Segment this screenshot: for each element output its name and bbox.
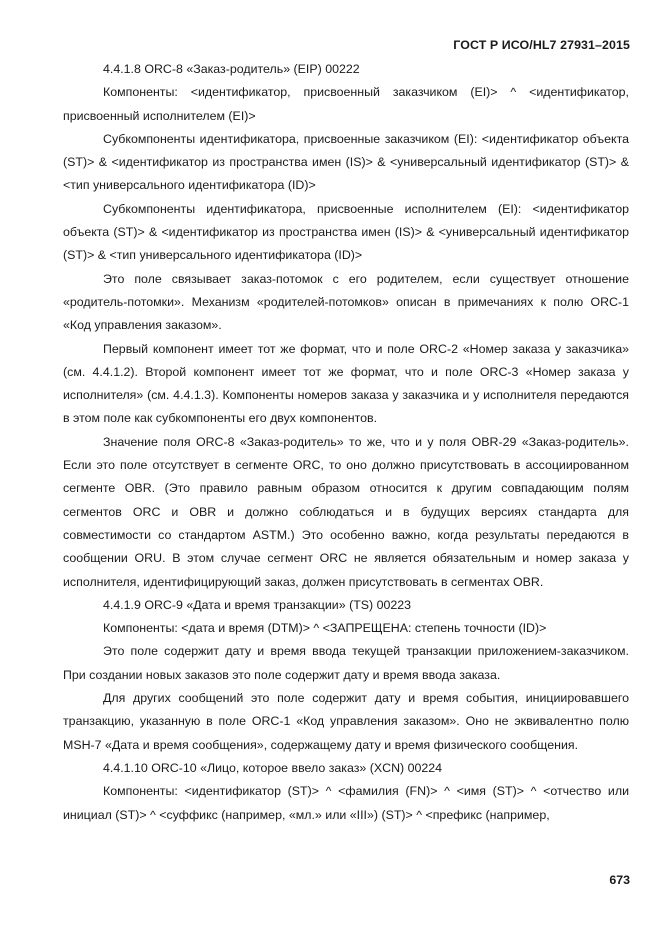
paragraph: Это поле содержит дату и время ввода текущей транзакции приложением-заказчиком. При создании новых заказов это поле содержит дату и время ввода заказа. — [63, 644, 629, 682]
paragraph: Субкомпоненты идентификатора, присвоенные заказчиком (EI): <идентификатор объекта (ST)> & <идентификатор из пространства имен (IS)> & <универсальный идентификатор (ST)> & <тип универсального идентификатора (ID)> — [63, 131, 629, 193]
section-heading: 4.4.1.10 ORC-10 «Лицо, которое ввело заказ» (XCN) 00224 — [103, 760, 443, 775]
paragraph: Компоненты: <идентификатор, присвоенный заказчиком (EI)> ^ <идентификатор, присвоенный исполнителем (EI)> — [63, 85, 629, 123]
page-number: 673 — [609, 873, 630, 887]
paragraph: Первый компонент имеет тот же формат, что и поле ORC-2 «Номер заказа у заказчика» (см. 4.4.1.2). Второй компонент имеет тот же формат, что и поле ORC-3 «Номер заказа у исполнителя» (см. 4.4.1.3). Компоненты номеров заказа у заказчика и у исполнителя передаются в этом поле как субкомпоненты его двух компонентов. — [63, 341, 629, 426]
paragraph: Значение поля ORC-8 «Заказ-родитель» то же, что и у поля OBR-29 «Заказ-родитель». Если это поле отсутствует в сегменте ORC, то оно должно присутствовать в ассоциированном сегменте OBR. (Это правило равным образом относится к другим совпадающим полям сегментов ORC и OBR и должно соблюдаться и в будущих версиях стандарта для совместимости со стандартом ASTM.) Это особенно важно, когда результаты передаются в сообщении ORU. В этом случае сегмент ORC не является обязательным и номер заказа у исполнителя, идентифицирующий заказ, должен присутствовать в сегментах OBR. — [63, 434, 629, 589]
section-heading: 4.4.1.9 ORC-9 «Дата и время транзакции» (TS) 00223 — [103, 597, 412, 612]
paragraph: Это поле связывает заказ-потомок с его родителем, если существует отношение «родитель-потомки». Механизм «родителей-потомков» описан в примечаниях к полю ORC-1 «Код управления заказом». — [63, 271, 629, 333]
paragraph: Компоненты: <идентификатор (ST)> ^ <фамилия (FN)> ^ <имя (ST)> ^ <отчество или инициал (ST)> ^ <суффикс (например, «мл.» или «III») (ST)> ^ <префикс (например, — [63, 784, 629, 822]
paragraph: Субкомпоненты идентификатора, присвоенные исполнителем (EI): <идентификатор объекта (ST)> & <идентификатор из пространства имен (IS)> & <универсальный идентификатор (ST)> & <тип универсального идентификатора (ID)> — [63, 201, 629, 263]
paragraph: Для других сообщений это поле содержит дату и время события, инициировавшего транзакцию, указанную в поле ORC-1 «Код управления заказом». Оно не эквивалентно полю MSH-7 «Дата и время сообщения», содержащему дату и время физического сообщения. — [63, 691, 629, 752]
section-heading: 4.4.1.8 ORC-8 «Заказ-родитель» (EIP) 00222 — [103, 62, 360, 76]
paragraph: Компоненты: <дата и время (DTM)> ^ <ЗАПРЕЩЕНА: степень точности (ID)> — [103, 621, 547, 636]
standard-header: ГОСТ Р ИСО/HL7 27931–2015 — [453, 38, 630, 52]
document-body — [63, 58, 629, 827]
